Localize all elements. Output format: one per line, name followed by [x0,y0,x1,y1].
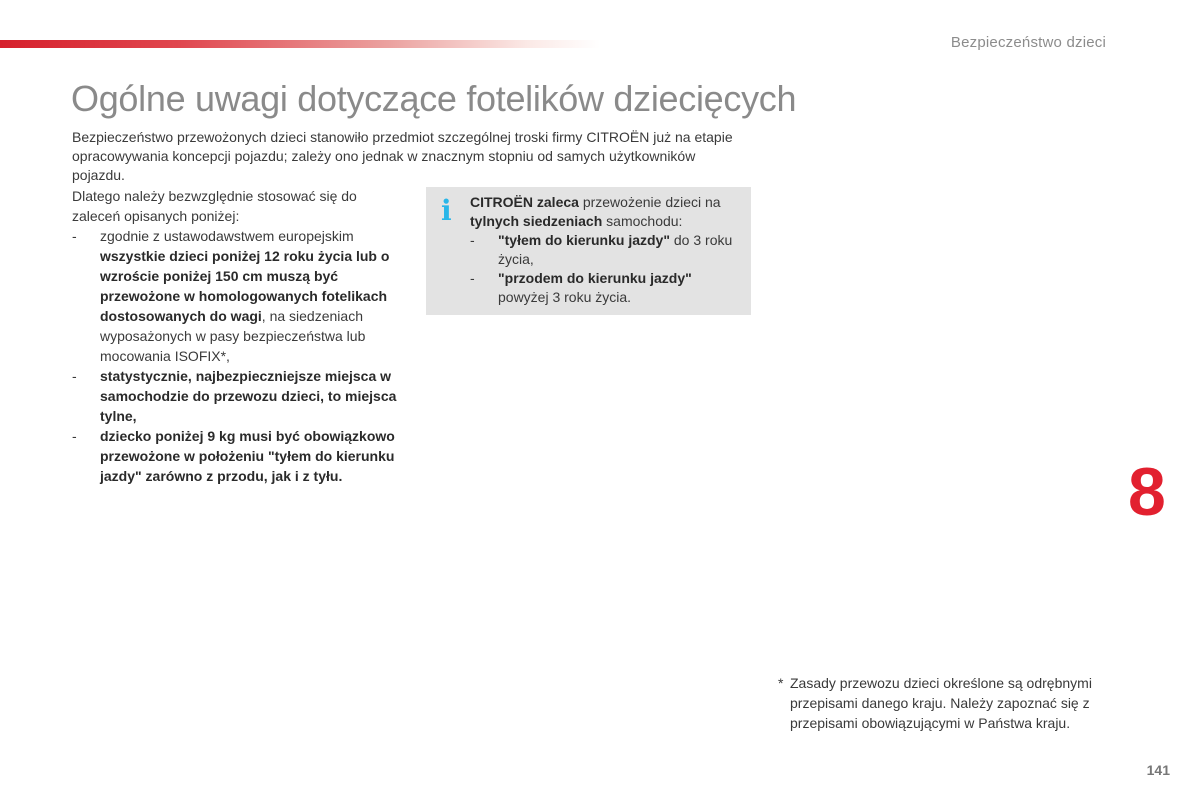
footnote-text: Zasady przewozu dzieci określone są odrębnymi przepisami danego kraju. Należy zapoznać się z przepisami obowiązującymi w Państwa kraju. [790,675,1092,731]
footnote-marker: * [778,675,784,691]
info-icon: i [441,194,452,227]
list-item-text: zgodnie z ustawodawstwem europejskim [100,228,354,244]
footnote [778,673,1108,733]
recommendations-column [72,186,402,486]
info-box-text [470,193,742,307]
chapter-number: 8 [1128,454,1166,530]
info-text: samochodu: [602,213,683,229]
intro-paragraph: Bezpieczeństwo przewożonych dzieci stanowiło przedmiot szczególnej troski firmy CITROËN już na etapie opracowywania koncepcji pojazdu; zależy ono jednak w znacznym stopniu od samych użytkowników pojazdu. [72,129,733,183]
list-item [470,231,742,269]
info-bold: "tyłem do kierunku jazdy" [498,232,670,248]
list-dash: - [72,428,77,444]
list-item-bold: dziecko poniżej 9 kg musi być obowiązkowo przewożone w położeniu "tyłem do kierunku jazdy" zarówno z przodu, jak i z tyłu. [100,428,395,484]
list-item-bold: statystycznie, najbezpieczniejsze miejsca w samochodzie do przewozu dzieci, to miejsca tylne, [100,368,397,424]
header-accent-bar [0,40,600,48]
info-box-list [470,231,742,307]
list-item [72,426,402,486]
list-dash: - [72,368,77,384]
recommendations-list [72,226,402,486]
list-dash: - [470,270,475,286]
list-item-text: , na siedzeniach wyposażonych w pasy bezpieczeństwa lub mocowania ISOFIX*, [100,308,366,364]
list-item-bold: wszystkie dzieci poniżej 12 roku życia lub o wzroście poniżej 150 cm muszą być przewożone w homologowanych fotelikach dostosowanych do wagi [100,248,390,324]
page-title: Ogólne uwagi dotyczące fotelików dziecięcych [71,78,797,119]
list-item [72,226,402,366]
info-box [426,187,751,315]
list-dash: - [72,228,77,244]
list-dash: - [470,232,475,248]
info-bold: CITROËN zaleca [470,194,579,210]
info-bold: "przodem do kierunku jazdy" [498,270,692,286]
info-text: do 3 roku życia, [498,232,733,267]
list-item [470,269,742,307]
info-text: powyżej 3 roku życia. [498,289,632,305]
info-box-intro [470,193,742,231]
info-bold: tylnych siedzeniach [470,213,603,229]
list-item [72,366,402,426]
lead-paragraph: Dlatego należy bezwzględnie stosować się do zaleceń opisanych poniżej: [72,188,357,224]
page-number: 141 [1146,762,1170,778]
section-header: Bezpieczeństwo dzieci [950,34,1106,51]
info-text: przewożenie dzieci na [578,194,721,210]
